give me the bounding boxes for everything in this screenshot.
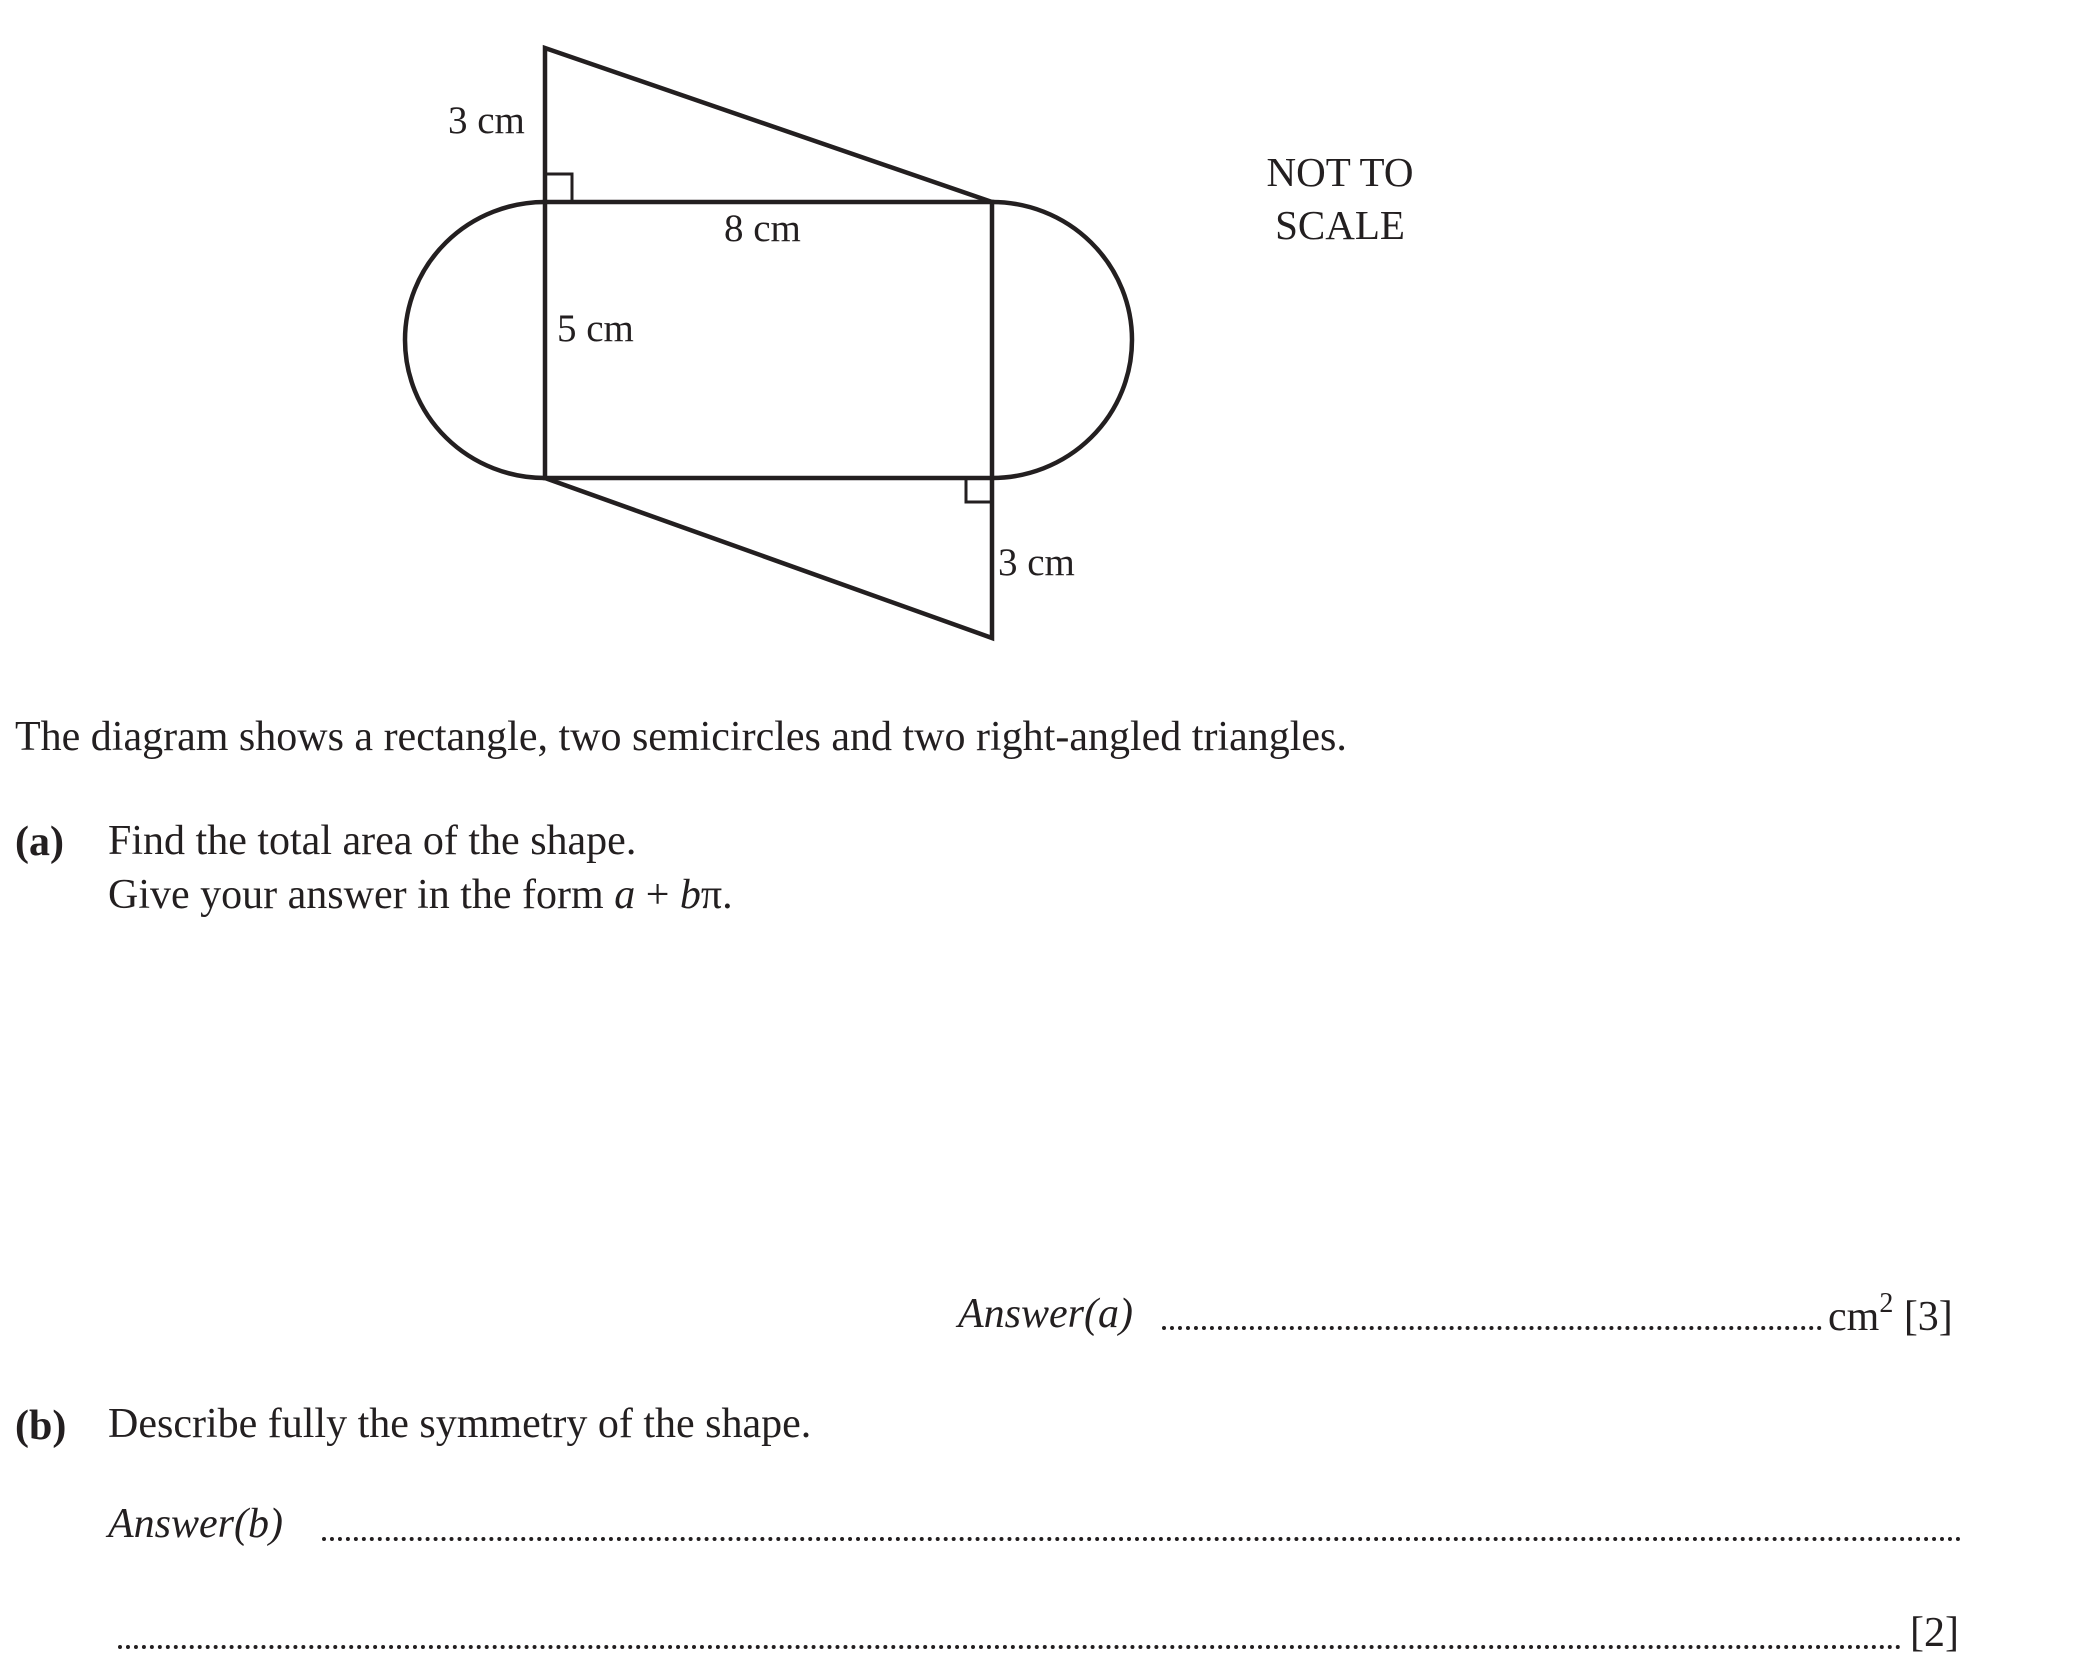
part-a-line-2 xyxy=(108,868,733,922)
part-a-line-1: Find the total area of the shape. xyxy=(108,818,637,864)
right-angle-marker-top xyxy=(545,174,572,202)
formula-plus: + xyxy=(635,872,680,918)
bottom-triangle xyxy=(545,478,992,638)
geometry-diagram xyxy=(0,0,2100,660)
answer-b-label: Answer(b) xyxy=(108,1501,283,1547)
formula-pi: π xyxy=(700,872,723,918)
top-triangle xyxy=(545,48,992,202)
right-angle-marker-bottom xyxy=(966,478,992,502)
answer-b-line-1[interactable] xyxy=(322,1537,1962,1541)
part-b-label: (b) xyxy=(15,1403,67,1449)
answer-a-line[interactable] xyxy=(1162,1326,1822,1330)
answer-a-unit xyxy=(1828,1290,1953,1344)
part-a-marks: [3] xyxy=(1903,1294,1953,1340)
intro-text: The diagram shows a rectangle, two semicircles and two right-angled triangles. xyxy=(15,714,1347,760)
part-a-label: (a) xyxy=(15,819,64,865)
right-semicircle xyxy=(992,202,1132,478)
left-semicircle xyxy=(405,202,545,478)
formula-end: . xyxy=(722,872,733,918)
label-rectangle-width: 5 cm xyxy=(557,307,634,350)
note-line-2: SCALE xyxy=(1275,202,1405,248)
label-top-triangle-height: 3 cm xyxy=(448,99,525,142)
part-b-marks: [2] xyxy=(1910,1610,1959,1656)
answer-b-line-2[interactable] xyxy=(118,1645,1902,1649)
answer-a-unit-text: cm xyxy=(1828,1294,1880,1340)
note-line-1: NOT TO xyxy=(1266,149,1414,195)
part-a-line-2-prefix: Give your answer in the form xyxy=(108,872,615,918)
formula-b: b xyxy=(679,872,701,918)
part-b-question: Describe fully the symmetry of the shape. xyxy=(108,1401,812,1447)
label-rectangle-length: 8 cm xyxy=(724,207,801,250)
answer-a-unit-sup: 2 xyxy=(1879,1288,1894,1319)
formula-a: a xyxy=(614,872,636,918)
label-bottom-triangle-height: 3 cm xyxy=(998,541,1075,584)
answer-a-label: Answer(a) xyxy=(958,1291,1133,1337)
not-to-scale-note xyxy=(1225,146,1455,252)
